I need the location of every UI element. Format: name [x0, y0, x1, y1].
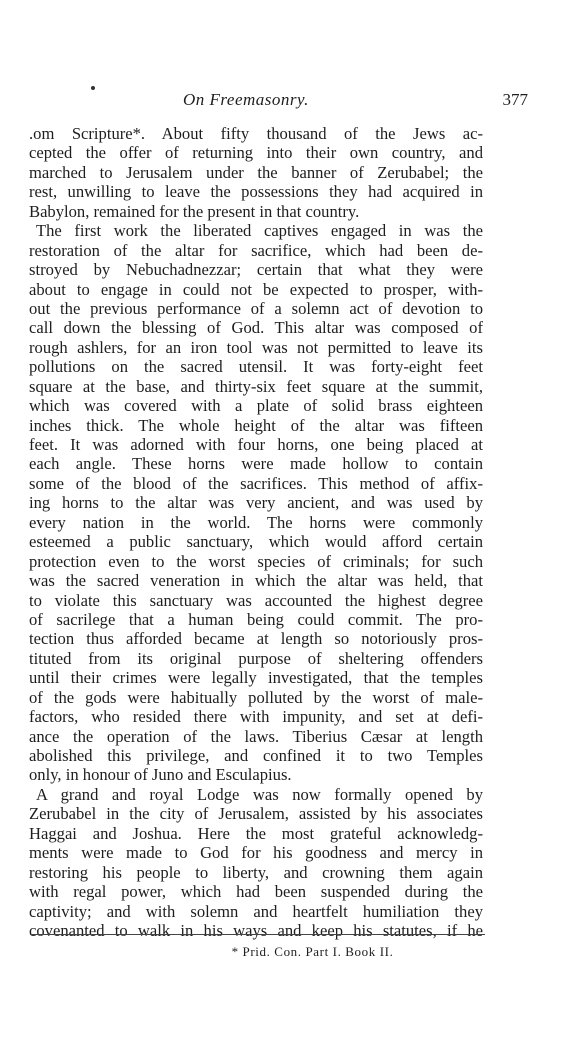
text-line: stroyed by Nebuchadnezzar; certain that what they were [29, 260, 483, 280]
running-title: On Freemasonry. [183, 90, 309, 109]
text-line: pollutions on the sacred utensil. It was forty-eight feet [29, 357, 483, 377]
text-line: marched to Jerusalem under the banner of Zerubabel; the [29, 162, 483, 182]
text-line: tection thus afforded became at length so notoriously pros- [29, 629, 483, 649]
text-line: A grand and royal Lodge was now formally opened by [36, 784, 483, 804]
text-line: of the gods were habitually polluted by the worst of male- [29, 687, 483, 707]
text-line: square at the base, and thirty-six feet square at the summit, [29, 376, 483, 396]
text-line: which was covered with a plate of solid brass eighteen [29, 396, 483, 416]
text-line: ance the operation of the laws. Tiberius Cæsar at length [29, 726, 483, 746]
text-line: was the sacred veneration in which the altar was held, that [29, 571, 483, 591]
text-line: each angle. These horns were made hollow to contain [29, 454, 483, 474]
text-line: inches thick. The whole height of the altar was fifteen [29, 415, 483, 435]
text-line: esteemed a public sanctuary, which would afford certain [29, 532, 483, 552]
text-line: factors, who resided there with impunity, and set at defi- [29, 707, 483, 727]
text-line: out the previous performance of a solemn act of devotion to [29, 298, 483, 318]
body-text [29, 124, 483, 940]
text-line: restoration of the altar for sacrifice, which had been de- [29, 240, 483, 260]
text-line: ments were made to God for his goodness and mercy in [29, 843, 483, 863]
text-line: until their crimes were legally investigated, that the temples [29, 668, 483, 688]
text-line: to violate this sanctuary was accounted the highest degree [29, 590, 483, 610]
text-line: rest, unwilling to leave the possessions they had acquired in [29, 182, 483, 202]
footnote-rule [30, 934, 485, 935]
text-line: Babylon, remained for the present in that country. [29, 201, 360, 221]
text-line: protection even to the worst species of criminals; for such [29, 551, 483, 571]
text-line: about to engage in could not be expected to prosper, with- [29, 279, 483, 299]
text-line: tituted from its original purpose of sheltering offenders [29, 648, 483, 668]
text-line: The first work the liberated captives engaged in was the [36, 221, 483, 241]
text-line: feet. It was adorned with four horns, one being placed at [29, 435, 483, 454]
text-line: restoring his people to liberty, and crowning them again [29, 862, 483, 882]
text-line: every nation in the world. The horns were commonly [29, 512, 483, 532]
footnote: * Prid. Con. Part I. Book II. [231, 944, 394, 959]
running-head [0, 90, 585, 114]
text-line: Zerubabel in the city of Jerusalem, assisted by his associates [29, 804, 483, 824]
text-line: ing horns to the altar was very ancient, and was used by [29, 493, 483, 513]
text-line: call down the blessing of God. This altar was composed of [29, 318, 483, 338]
text-line: only, in honour of Juno and Esculapius. [29, 765, 292, 785]
page-number: 377 [502, 90, 528, 109]
text-line: some of the blood of the sacrifices. This method of affix- [29, 473, 483, 493]
text-line: .om Scripture*. About fifty thousand of the Jews ac- [29, 124, 483, 143]
text-line: Haggai and Joshua. Here the most grateful acknowledg- [29, 823, 483, 843]
text-line: covenanted to walk in his ways and keep his statutes, if he [29, 920, 483, 940]
text-line: rough ashlers, for an iron tool was not permitted to leave its [29, 337, 483, 357]
text-line: of sacrilege that a human being could commit. The pro- [29, 609, 483, 629]
text-line: with regal power, which had been suspended during the [29, 882, 483, 902]
text-line: cepted the offer of returning into their own country, and [29, 143, 483, 163]
text-line: abolished this privilege, and confined it to two Temples [29, 746, 483, 765]
text-line: captivity; and with solemn and heartfelt humiliation they [29, 901, 483, 921]
